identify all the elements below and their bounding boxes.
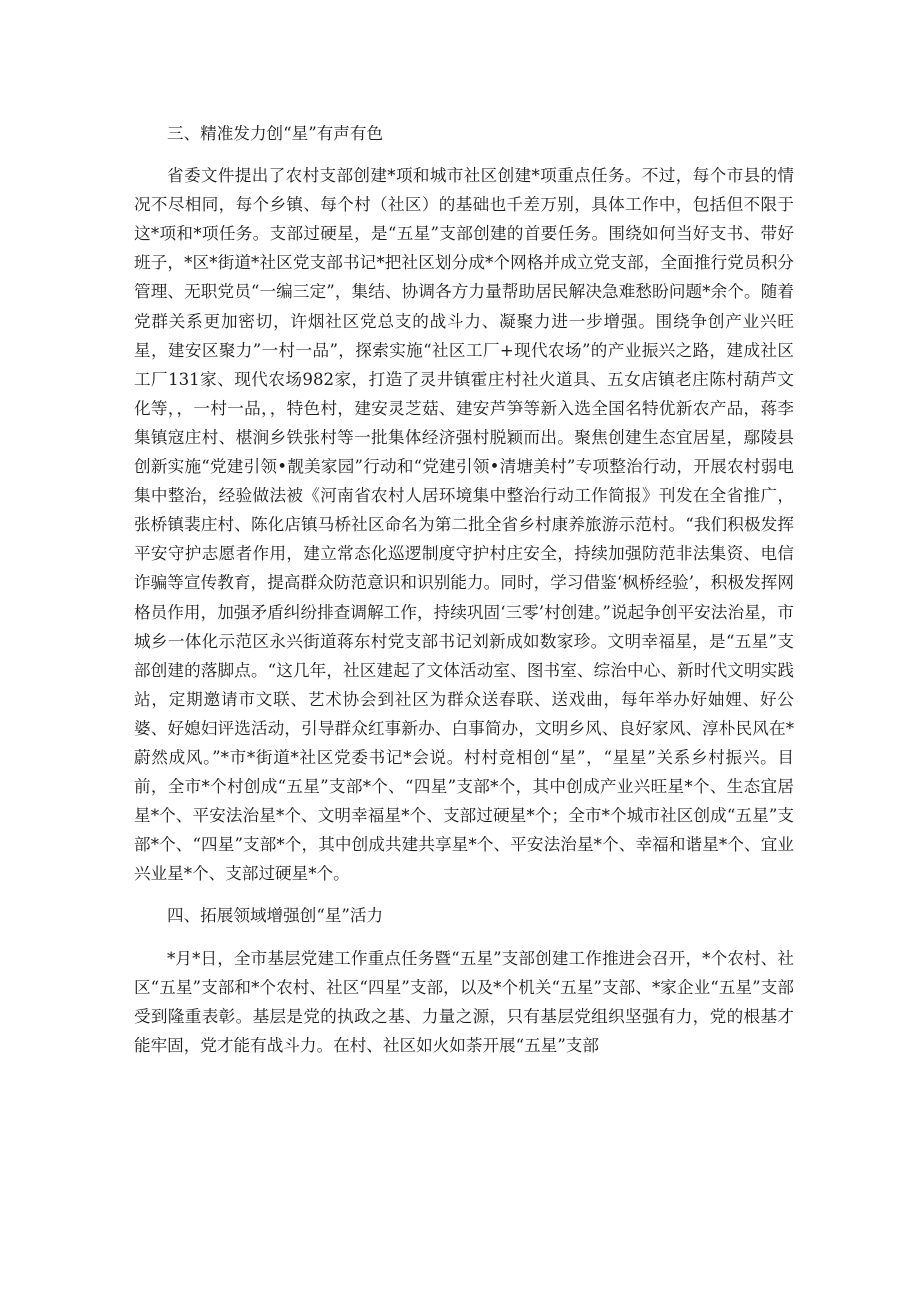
section-heading-3: 三、精准发力创“星”有声有色 — [167, 124, 384, 143]
document-body — [134, 119, 794, 1060]
section-paragraph-3: 省委文件提出了农村支部创建*项和城市社区创建*项重点任务。不过，每个市县的情况不尽相同，每个乡镇、每个村（社区）的基础也千差万别，具体工作中，包括但不限于这*项和*项任务。支部过硬星，是“五星”支部创建的首要任务。围绕如何当好支书、带好班子，*区*街道*社区党支部书记*把社区划分成*个网格并成立党支部，全面推行党员积分管理、无职党员“一编三定”，集结、协调各方力量帮助居民解决急难愁盼问题*余个。随着党群关系更加密切，许烟社区党总支的战斗力、凝聚力进一步增强。围绕争创产业兴旺星，建安区聚力”一村一品”，探索实施“社区工厂+现代农场”的产业振兴之路，建成社区工厂131家、现代农场982家，打造了灵井镇霍庄村社火道具、五女店镇老庄陈村葫芦文化等，，一村一品，，特色村，建安灵芝菇、建安芦笋等新入选全国名特优新农产品，蒋李集镇寇庄村、椹涧乡铁张村等一批集体经济强村脱颖而出。聚焦创建生态宜居星，鄢陵县创新实施“党建引领•靓美家园”行动和“党建引领•清塘美村”专项整治行动，开展农村弱电集中整治，经验做法被《河南省农村人居环境集中整治行动工作简报》刊发在全省推广，张桥镇裴庄村、陈化店镇马桥社区命名为第二批全省乡村康养旅游示范村。“我们积极发挥平安守护志愿者作用，建立常态化巡逻制度守护村庄安全，持续加强防范非法集资、电信诈骗等宣传教育，提高群众防范意识和识别能力。同时，学习借鉴‘枫桥经验’，积极发挥网格员作用，加强矛盾纠纷排查调解工作，持续巩固‘三零’村创建。”说起争创平安法治星，市城乡一体化示范区永兴街道蒋东村党支部书记刘新成如数家珍。文明幸福星，是“五星”支部创建的落脚点。“这几年，社区建起了文体活动室、图书室、综治中心、新时代文明实践站，定期邀请市文联、艺术协会到社区为群众送春联、送戏曲，每年举办好妯娌、好公婆、好媳妇评选活动，引导群众红事新办、白事简办，文明乡风、良好家风、淳朴民风在*蔚然成风。”*市*街道*社区党委书记*会说。村村竞相创“星”，“星星”关系乡村振兴。目前，全市*个村创成“五星”支部*个、“四星”支部*个，其中创成产业兴旺星*个、生态宜居星*个、平安法治星*个、文明幸福星*个、支部过硬星*个；全市*个城市社区创成“五星”支部*个、“四星”支部*个，其中创成共建共享星*个、平安法治星*个、幸福和谐星*个、宜业兴业星*个、支部过硬星*个。 — [134, 166, 794, 884]
section-heading-4: 四、拓展领域增强创“星”活力 — [167, 906, 384, 926]
section-paragraph-4: *月*日，全市基层党建工作重点任务暨“五星”支部创建工作推进会召开，*个农村、社区“五星”支部和*个农村、社区“四星”支部，以及*个机关“五星”支部、*家企业“五星”支部受到隆重表彰。基层是党的执政之基、力量之源，只有基层党组织坚强有力，党的根基才能牢固，党才能有战斗力。在村、社区如火如荼开展“五星”支部 — [134, 948, 794, 1055]
